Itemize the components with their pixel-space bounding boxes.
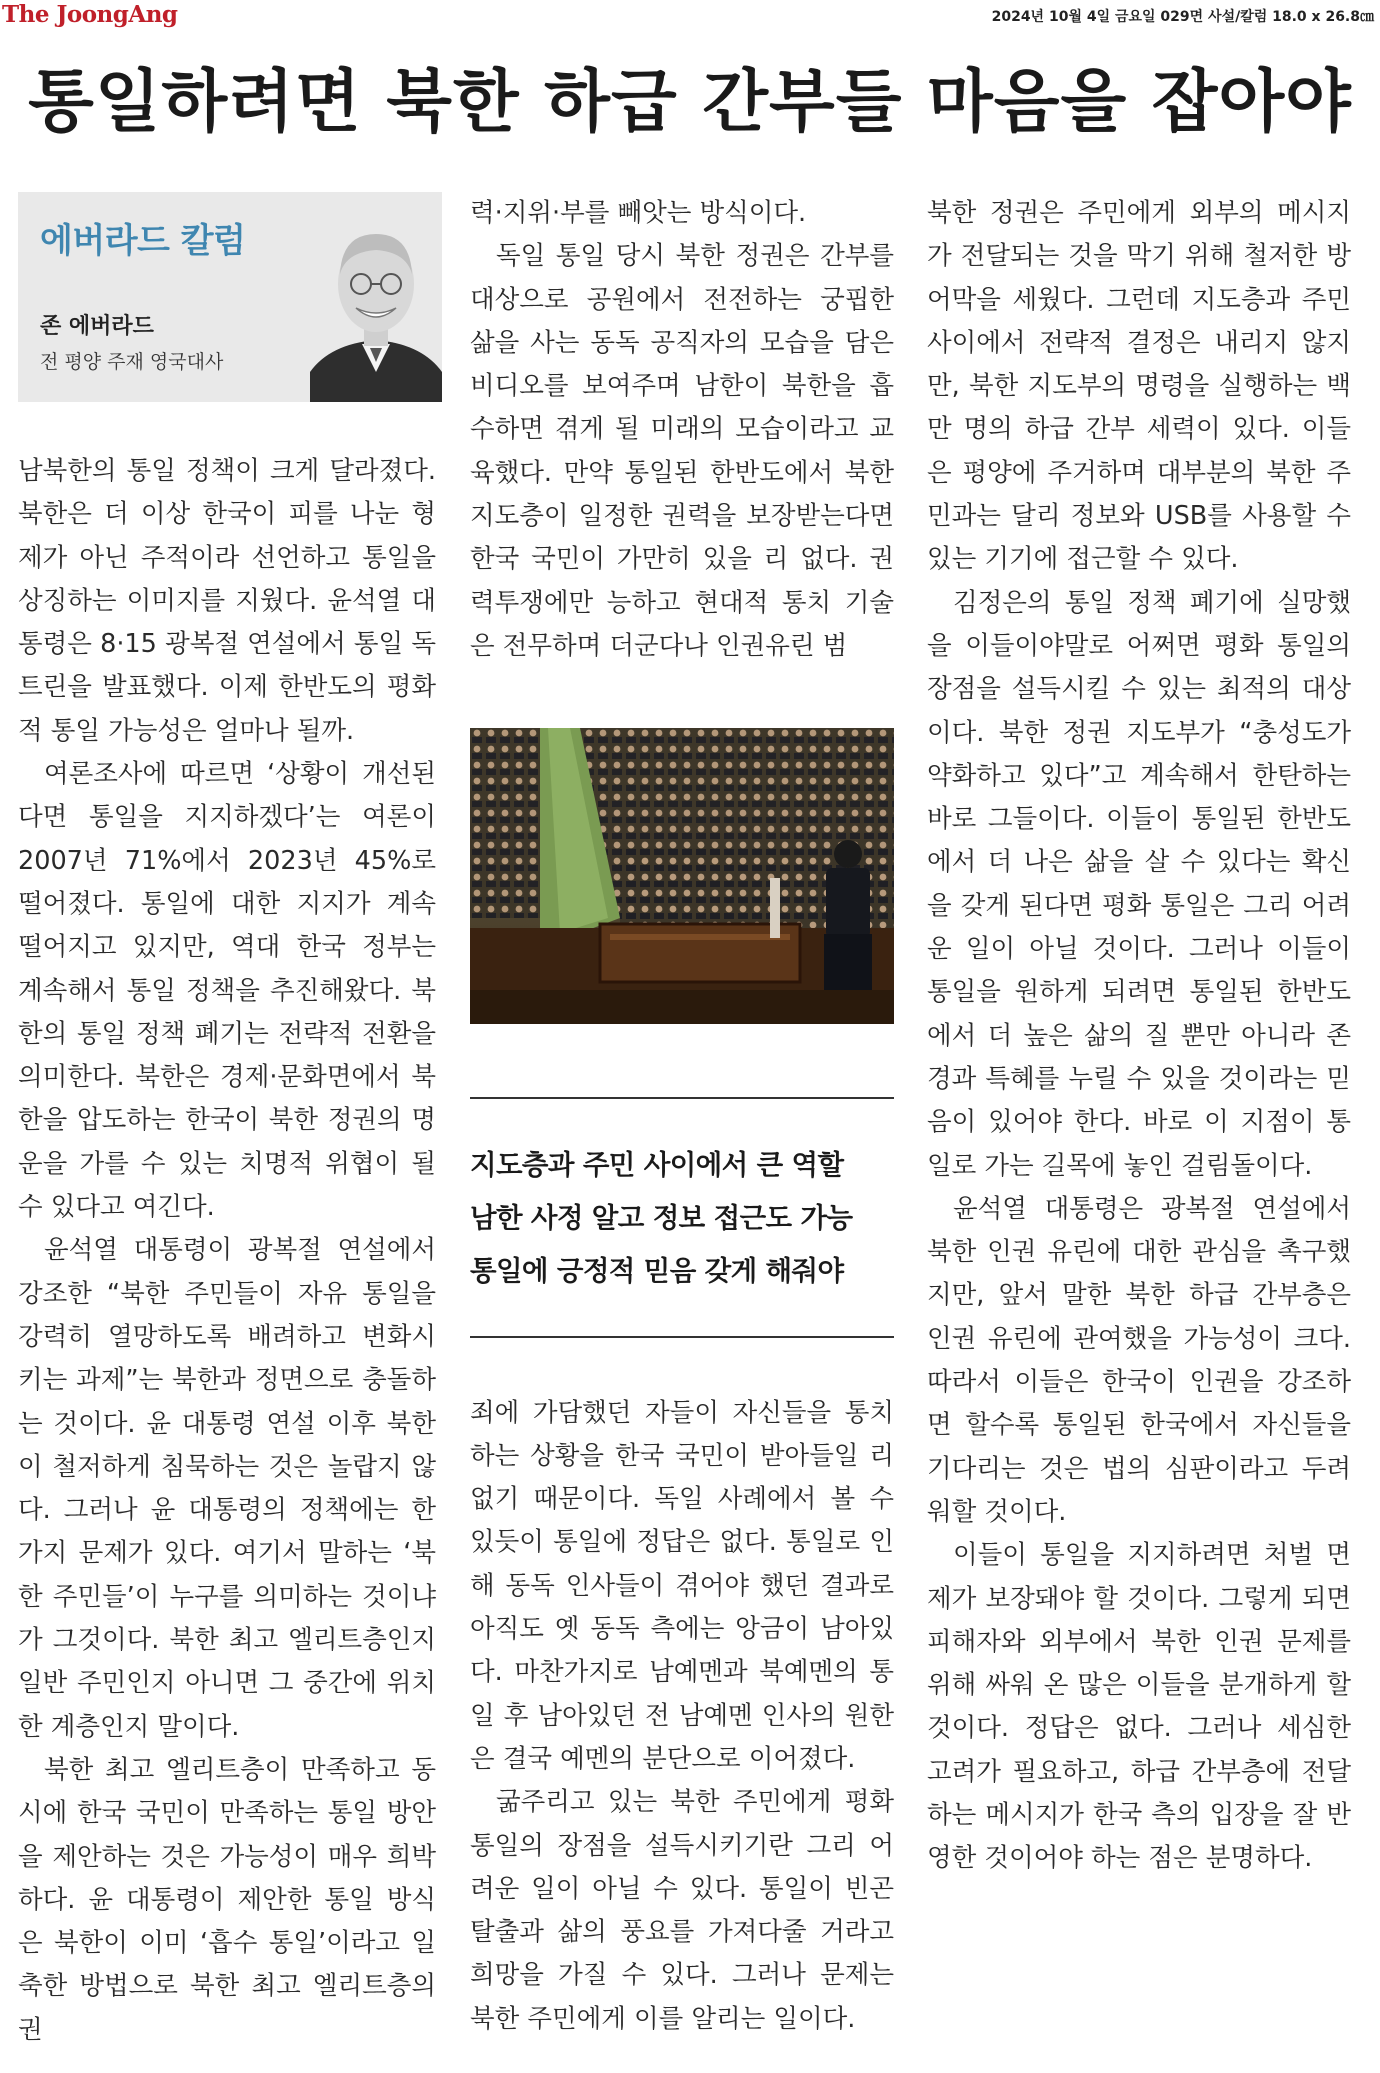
- paragraph: 력·지위·부를 빼앗는 방식이다.: [470, 198, 807, 228]
- issue-meta: 2024년 10월 4일 금요일 029면 사설/칼럼 18.0 x 26.8㎝: [991, 9, 1374, 25]
- pull-quote: [470, 1097, 894, 1338]
- paragraph: 죄에 가담했던 자들이 자신들을 통치하는 상황을 한국 국민이 받아들일 리 없기 때문이다. 독일 사례에서 볼 수 있듯이 통일에 정답은 없다. 통일로 인해 동독 인사들이 겪어야 했던 결과로 아직도 옛 동독 측에는 앙금이 남아있다. 마찬가지로 남예멘과 북예멘의 통일 후 남아있던 전 남예멘 인사의 원한은 결국 예멘의 분단으로 이어졌다.: [470, 1397, 894, 1774]
- paragraph: 윤석열 대통령은 광복절 연설에서 북한 인권 유린에 대한 관심을 촉구했지만, 앞서 말한 북한 하급 간부층은 인권 유린에 관여했을 가능성이 크다. 따라서 이들은 한국이 인권을 강조하면 할수록 통일된 한국에서 자신들을 기다리는 것은 법의 심판이라고 두려워할 것이다.: [927, 1193, 1351, 1527]
- author-portrait: [310, 222, 442, 402]
- pull-quote-line: 남한 사정 알고 정보 접근도 가능: [470, 1201, 853, 1234]
- paragraph: 김정은의 통일 정책 폐기에 실망했을 이들이야말로 어쩌면 평화 통일의 장점을 설득시킬 수 있는 최적의 대상이다. 북한 정권 지도부가 “충성도가 약화하고 있다”고 계속해서 한탄하는 바로 그들이다. 이들이 통일된 한반도에서 더 나은 삶을 살 수 있다는 확신을 갖게 된다면 평화 통일은 그리 어려운 일이 아닐 것이다. 그러나 이들이 통일을 원하게 되려면 통일된 한반도에서 더 높은 삶의 질 뿐만 아니라 존경과 특혜를 누릴 수 있을 것이라는 믿음이 있어야 한다. 바로 이 지점이 통일로 가는 길목에 놓인 걸림돌이다.: [927, 587, 1351, 1181]
- masthead: [0, 0, 1380, 36]
- pull-quote-line: 지도층과 주민 사이에서 큰 역할: [470, 1148, 844, 1181]
- assembly-hall-photo: [470, 728, 894, 1024]
- pull-quote-line: 통일에 긍정적 믿음 갖게 해줘야: [470, 1254, 844, 1287]
- paragraph: 북한 정권은 주민에게 외부의 메시지가 전달되는 것을 막기 위해 철저한 방어막을 세웠다. 그런데 지도층과 주민 사이에서 전략적 결정은 내리지 않지만, 북한 지도부의 명령을 실행하는 백만 명의 하급 간부 세력이 있다. 이들은 평양에 주거하며 대부분의 북한 주민과는 달리 정보와 USB를 사용할 수 있는 기기에 접근할 수 있다.: [927, 198, 1351, 575]
- column-label: 에버라드 칼럼: [40, 221, 246, 261]
- article-column-2: [470, 192, 894, 2041]
- author-name: 존 에버라드: [40, 314, 154, 339]
- article-headline: 통일하려면 북한 하급 간부들 마음을 잡아야: [28, 63, 1352, 142]
- paragraph: 이들이 통일을 지지하려면 처벌 면제가 보장돼야 할 것이다. 그렇게 되면 피해자와 외부에서 북한 인권 문제를 위해 싸워 온 많은 이들을 분개하게 할 것이다. 정답은 없다. 그러나 세심한 고려가 필요하고, 하급 간부층에 전달하는 메시지가 한국 측의 입장을 잘 반영한 것이어야 하는 점은 분명하다.: [927, 1540, 1351, 1874]
- byline-box: [18, 192, 442, 402]
- paragraph: 여론조사에 따르면 ‘상황이 개선된다면 통일을 지지하겠다’는 여론이 2007년 71%에서 2023년 45%로 떨어졌다. 통일에 대한 지지가 계속 떨어지고 있지만, 역대 한국 정부는 계속해서 통일 정책을 추진해왔다. 북한의 통일 정책 폐기는 전략적 전환을 의미한다. 북한은 경제·문화면에서 북한을 압도하는 한국이 북한 정권의 명운을 가를 수 있는 치명적 위협이 될 수 있다고 여긴다.: [18, 759, 436, 1223]
- paragraph: 독일 통일 당시 북한 정권은 간부를 대상으로 공원에서 전전하는 궁핍한 삶을 사는 동독 공직자의 모습을 담은 비디오를 보여주며 남한이 북한을 흡수하면 겪게 될 미래의 모습이라고 교육했다. 만약 통일된 한반도에서 북한 지도층이 일정한 권력을 보장받는다면 한국 국민이 가만히 있을 리 없다. 권력투쟁에만 능하고 현대적 통치 기술은 전무하며 더군다나 인권유린 범: [470, 241, 894, 661]
- newspaper-logo: The JoongAng: [2, 1, 178, 28]
- paragraph: 굶주리고 있는 북한 주민에게 평화 통일의 장점을 설득시키기란 그리 어려운 일이 아닐 수 있다. 통일이 빈곤 탈출과 삶의 풍요를 가져다줄 거라고 희망을 가질 수 있다. 그러나 문제는 북한 주민에게 이를 알리는 일이다.: [470, 1787, 894, 2034]
- paragraph: 윤석열 대통령이 광복절 연설에서 강조한 “북한 주민들이 자유 통일을 강력히 열망하도록 배려하고 변화시키는 과제”는 북한과 정면으로 충돌하는 것이다. 윤 대통령 연설 이후 북한이 철저하게 침묵하는 것은 놀랍지 않다. 그러나 윤 대통령의 정책에는 한 가지 문제가 있다. 여기서 말하는 ‘북한 주민들’이 누구를 의미하는 것이냐가 그것이다. 북한 최고 엘리트층인지 일반 주민인지 아니면 그 중간에 위치한 계층인지 말이다.: [18, 1235, 436, 1742]
- article-column-1: [18, 192, 436, 2052]
- paragraph: 북한 최고 엘리트층이 만족하고 동시에 한국 국민이 만족하는 통일 방안을 제안하는 것은 가능성이 매우 희박하다. 윤 대통령이 제안한 통일 방식은 북한이 이미 ‘흡수 통일’이라고 일축한 방법으로 북한 최고 엘리트층의 권: [18, 1754, 436, 2045]
- article-column-3: [927, 192, 1351, 1881]
- paragraph: 남북한의 통일 정책이 크게 달라졌다. 북한은 더 이상 한국이 피를 나눈 형제가 아닌 주적이라 선언하고 통일을 상징하는 이미지를 지웠다. 윤석열 대통령은 8·15 광복절 연설에서 통일 독트린을 발표했다. 이제 한반도의 평화적 통일 가능성은 얼마나 될까.: [18, 456, 436, 746]
- author-title: 전 평양 주재 영국대사: [40, 351, 224, 373]
